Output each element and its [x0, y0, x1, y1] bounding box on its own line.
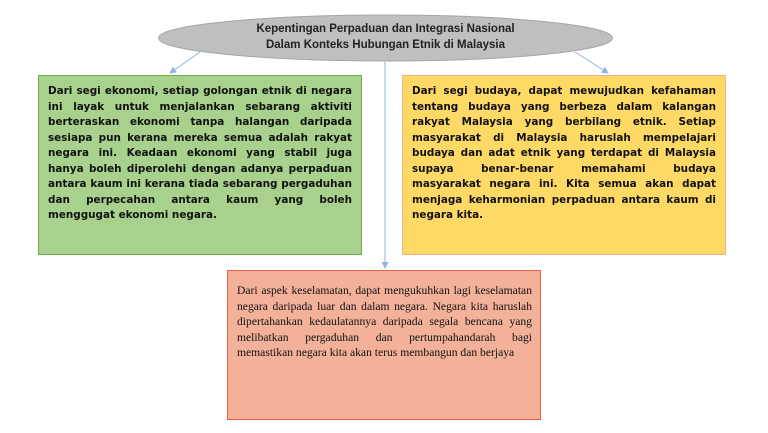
title-line-1: Kepentingan Perpaduan dan Integrasi Nasional — [256, 23, 515, 36]
culture-box: Dari segi budaya, dapat mewujudkan kefahaman tentang budaya yang berbeza dalam kalangan rakyat Malaysia yang berbilang etnik. Setiap masyarakat di Malaysia haruslah mempelajari budaya dan adat etnik yang terdapat di Malaysia supaya benar-benar memahami budaya masyarakat negara ini. Kita semua akan dapat menjaga keharmonian perpaduan antara kaum di negara kita. — [402, 75, 726, 255]
title-line-2: Dalam Konteks Hubungan Etnik di Malaysia — [265, 39, 505, 51]
economy-box: Dari segi ekonomi, setiap golongan etnik di negara ini layak untuk menjalankan sebarang aktiviti berteraskan ekonomi tanpa halangan daripada sesiapa pun kerana mereka semua adalah rakyat negara ini. Keadaan ekonomi yang stabil juga hanya boleh diperolehi dengan adanya perpaduan antara kaum ini kerana tiada sebarang pergaduhan dan perpecahan antara kaum yang boleh menggugat ekonomi negara. — [38, 75, 362, 255]
title-ellipse — [157, 14, 614, 62]
diagram-title — [256, 22, 514, 53]
security-box: Dari aspek keselamatan, dapat mengukuhkan lagi keselamatan negara daripada luar dan dalam negara. Negara kita haruslah dipertahankan kedaulatannya daripada segala bencana yang melibatkan pergaduhan dan pertumpahandarah bagi memastikan negara kita akan terus membangun dan berjaya — [227, 270, 541, 420]
